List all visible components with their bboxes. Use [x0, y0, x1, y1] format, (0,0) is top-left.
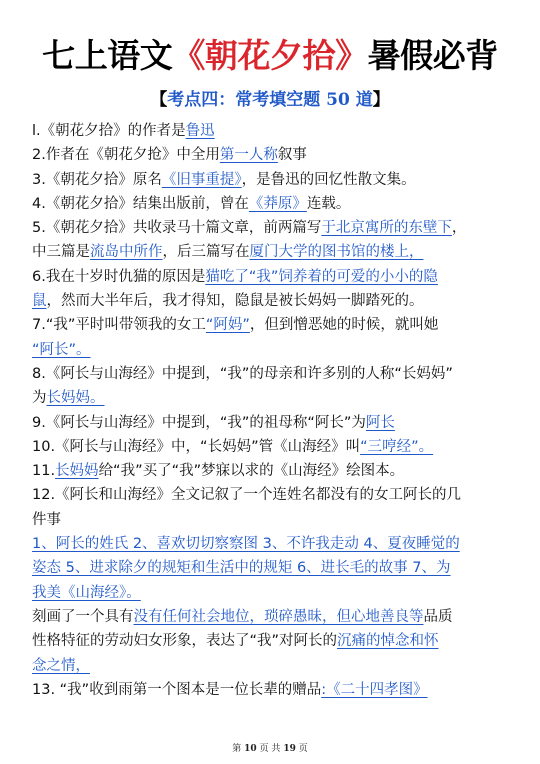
- text-line: [32, 483, 514, 507]
- answer-text: 沉痛的悼念和怀: [337, 633, 439, 650]
- text-line: [32, 240, 514, 264]
- footer-post: 页: [298, 744, 308, 754]
- heading-open-bracket: 【: [150, 90, 168, 110]
- text-line: [32, 629, 514, 653]
- answer-text: 1、阿长的姓氏 2、喜欢切切察察图 3、不许我走动 4、夏夜睡觉的: [32, 536, 460, 553]
- question-text: 性格特征的劳动妇女形象，表达了“我”对阿长的: [32, 633, 338, 650]
- question-text: 10.《阿长与山海经》中，“长妈妈”管《山海经》叫: [32, 438, 361, 455]
- text-line: [32, 435, 514, 459]
- text-line: [32, 289, 514, 313]
- answer-text: 长妈妈。: [46, 390, 105, 407]
- text-line: [32, 508, 514, 532]
- footer-pre: 第: [232, 744, 242, 754]
- answer-text: 鲁迅: [185, 123, 215, 139]
- title-highlight: 《朝花夕拾》: [172, 36, 368, 75]
- page-footer: [0, 741, 540, 754]
- text-line: [32, 581, 514, 605]
- footer-page-number: 10: [244, 744, 257, 754]
- text-line: [32, 362, 514, 386]
- text-line: [32, 192, 514, 216]
- question-text: 3.《朝花夕拾》原名: [32, 171, 162, 188]
- text-line: [32, 605, 514, 629]
- question-text: ，: [451, 220, 467, 237]
- question-text: 给“我”买了“我”梦寐以求的《山海经》绘图本。: [98, 463, 405, 480]
- question-text: 9.《阿长与山海经》中提到，“我”的祖母称“阿长”为: [32, 414, 366, 431]
- answer-text: 第一人称: [219, 147, 278, 164]
- question-text: 6.我在十岁时仇猫的原因是: [32, 268, 206, 285]
- section-heading: [0, 88, 540, 112]
- answer-text: 念之情，: [32, 657, 90, 674]
- answer-text: 没有任何社会地位，琐碎愚昧，但心地善良等: [133, 608, 424, 625]
- heading-close-bracket: 】: [372, 90, 390, 110]
- text-line: [32, 119, 514, 143]
- question-text: ，后三篇写在: [162, 244, 250, 261]
- question-text: 12.《阿长和山海经》全文记叙了一个连姓名都没有的女工阿长的几: [32, 487, 462, 504]
- heading-text: 考点四：常考填空题 50 道: [167, 90, 373, 110]
- text-line: [32, 654, 514, 678]
- question-text: 中三篇是: [32, 244, 90, 261]
- question-text: 5.《朝花夕拾》共收录马十篇文章，前两篇写: [32, 220, 322, 237]
- question-text: 为: [32, 390, 47, 407]
- text-line: [32, 556, 514, 580]
- question-text: 件事: [32, 511, 61, 528]
- answer-text: 阿长: [365, 414, 395, 431]
- question-text: 8.《阿长与山海经》中提到，“我”的母亲和许多别的人称“长妈妈”: [32, 365, 453, 382]
- question-text: 7.“我”平时叫带领我的女工: [32, 317, 206, 334]
- answer-text: :《二十四孝图》: [321, 681, 428, 698]
- answer-text: “阿长”。: [32, 341, 91, 358]
- text-line: [32, 143, 514, 167]
- title-prefix: 七上语文: [42, 36, 173, 75]
- question-text: 连载。: [306, 195, 351, 212]
- question-text: 刻画了一个具有: [32, 608, 134, 625]
- text-line: [32, 459, 514, 483]
- question-text: 2.作者在《朝花夕抢》中全用: [32, 147, 220, 164]
- answer-text: 流岛中所作: [90, 244, 163, 261]
- title-suffix: 暑假必背: [367, 36, 498, 75]
- page-title: [0, 34, 540, 78]
- question-text: 叙事: [277, 147, 307, 164]
- answer-text: 鼠: [32, 293, 47, 310]
- answer-text: “三哼经”。: [360, 438, 434, 455]
- answer-text: 姿态 5、进求除夕的规矩和生活中的规矩 6、进长毛的故事 7、为: [32, 560, 451, 577]
- footer-mid: 页 共: [259, 744, 281, 754]
- text-line: [32, 678, 514, 702]
- footer-total-pages: 19: [283, 744, 296, 754]
- question-text: 11.: [32, 463, 56, 480]
- answer-text: 猫吃了“我”饲养着的可爱的小小的隐: [205, 268, 438, 285]
- question-text: ，然而大半年后，我才得知，隐鼠是被长妈妈一脚踏死的。: [46, 293, 424, 310]
- text-line: [32, 411, 514, 435]
- answer-text: 厦门大学的图书馆的楼上，: [249, 244, 424, 261]
- text-line: [32, 313, 514, 337]
- answer-text: “阿妈”: [205, 317, 250, 334]
- answer-text: 《莽原》: [248, 195, 307, 212]
- question-text: 4.《朝花夕拾》结集出版前，曾在: [32, 195, 249, 212]
- text-line: [32, 338, 514, 362]
- question-text: ，是鲁迅的回忆性散文集。: [241, 171, 416, 188]
- answer-text: 我美《山海经》。: [32, 584, 141, 601]
- text-line: [32, 386, 514, 410]
- question-text: ，但到憎恶她的时候，就叫她: [249, 317, 439, 334]
- text-line: [32, 216, 514, 240]
- text-line: [32, 265, 514, 289]
- question-text: 品质: [423, 608, 453, 625]
- text-line: [32, 532, 514, 556]
- question-text: 13. “我”收到雨第一个图本是一位长辈的赠品: [32, 681, 322, 698]
- answer-text: 《旧事重提》: [161, 171, 242, 188]
- text-line: [32, 168, 514, 192]
- question-list: [32, 119, 514, 702]
- answer-text: 于北京寓所的东壁下: [321, 220, 452, 237]
- question-text: l.《朝花夕拾》的作者是: [32, 123, 186, 139]
- answer-text: 长妈妈: [55, 463, 99, 480]
